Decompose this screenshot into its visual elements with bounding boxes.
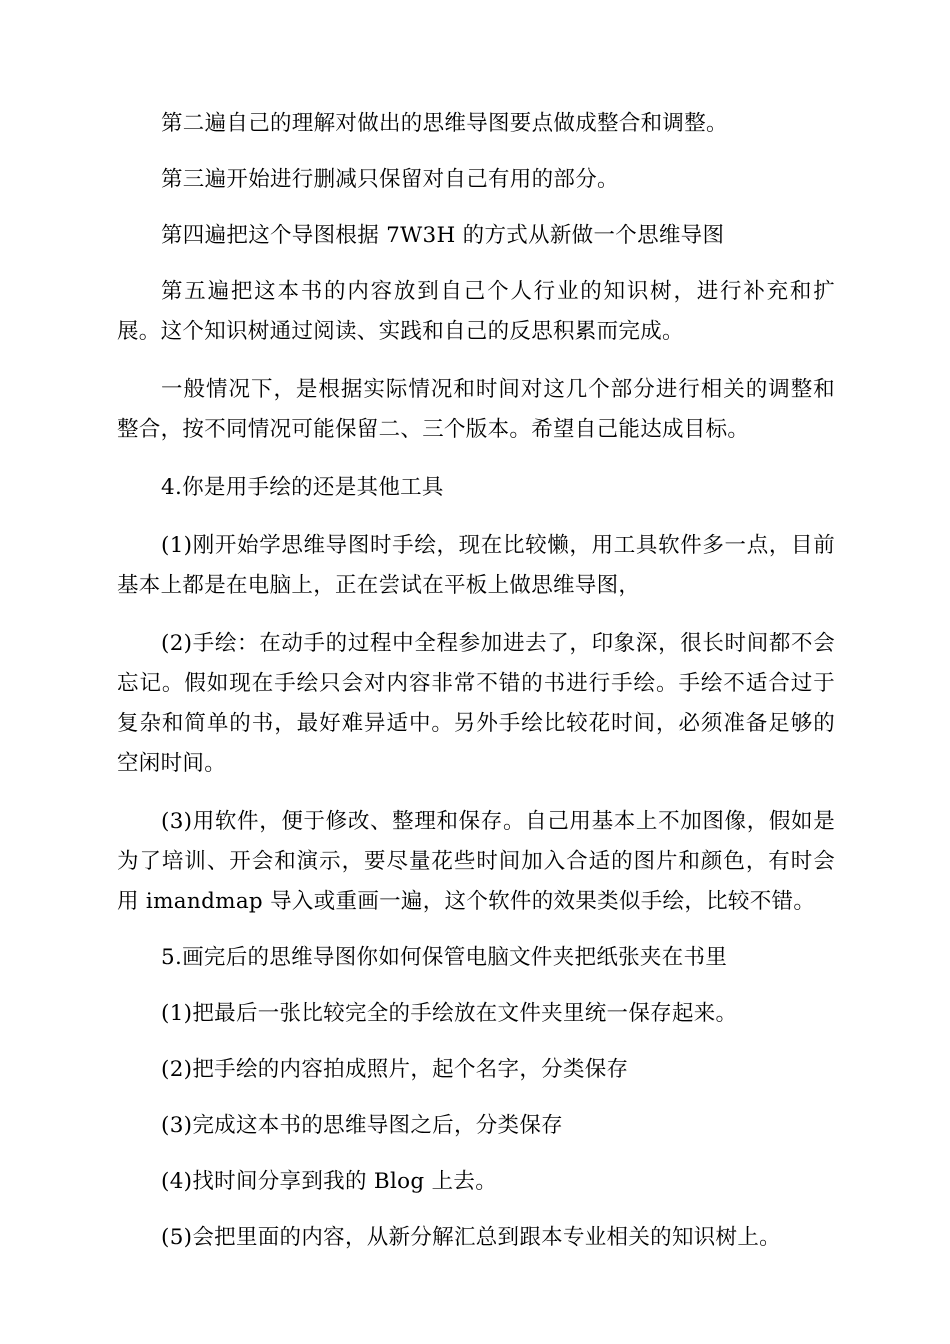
paragraph-fourth-pass: 第四遍把这个导图根据 7W3H 的方式从新做一个思维导图 [161, 223, 725, 248]
answer-4-item-2: (2)手绘：在动手的过程中全程参加进去了，印象深，很长时间都不会忘记。假如现在手绘只会对内容非常不错的书进行手绘。手绘不适合过于复杂和简单的书，最好难异适中。另外手绘比较花时间，必须准备足够的空闲时间。 [117, 631, 835, 776]
answer-4-item-3: (3)用软件，便于修改、整理和保存。自己用基本上不加图像，假如是为了培训、开会和演示，要尽量花些时间加入合适的图片和颜色，有时会用 imandmap 导入或重画一遍，这个软件的效果类似手绘，比较不错。 [117, 809, 835, 914]
answer-4-item-1: (1)刚开始学思维导图时手绘，现在比较懒，用工具软件多一点，目前基本上都是在电脑上，正在尝试在平板上做思维导图， [117, 533, 835, 598]
answer-5-item-3: (3)完成这本书的思维导图之后，分类保存 [161, 1113, 563, 1138]
answer-5-item-2: (2)把手绘的内容拍成照片，起个名字，分类保存 [161, 1057, 629, 1082]
paragraph-second-pass: 第二遍自己的理解对做出的思维导图要点做成整合和调整。 [161, 111, 728, 136]
paragraph-third-pass: 第三遍开始进行删减只保留对自己有用的部分。 [161, 167, 619, 192]
document-body [117, 104, 835, 1258]
paragraph-fifth-pass: 第五遍把这本书的内容放到自己个人行业的知识树，进行补充和扩展。这个知识树通过阅读、实践和自己的反思积累而完成。 [117, 279, 835, 344]
paragraph-general-situation: 一般情况下，是根据实际情况和时间对这几个部分进行相关的调整和整合，按不同情况可能保留二、三个版本。希望自己能达成目标。 [117, 377, 835, 442]
answer-5-item-1: (1)把最后一张比较完全的手绘放在文件夹里统一保存起来。 [161, 1001, 738, 1026]
answer-5-item-4: (4)找时间分享到我的 Blog 上去。 [161, 1169, 498, 1194]
answer-5-item-5: (5)会把里面的内容，从新分解汇总到跟本专业相关的知识树上。 [161, 1225, 781, 1250]
question-4-heading: 4.你是用手绘的还是其他工具 [161, 475, 444, 500]
question-5-heading: 5.画完后的思维导图你如何保管电脑文件夹把纸张夹在书里 [161, 945, 728, 970]
